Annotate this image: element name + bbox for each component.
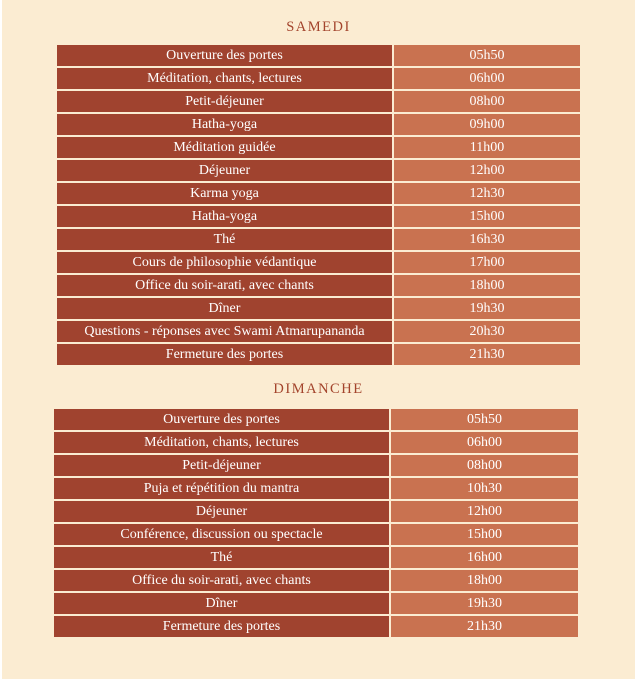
time-cell: 21h30 — [394, 344, 580, 366]
time-cell: 06h00 — [391, 432, 578, 454]
schedule-row — [57, 206, 580, 229]
schedule-row — [54, 432, 578, 455]
activity-cell: Thé — [54, 547, 391, 569]
schedule-row — [57, 114, 580, 137]
activity-cell: Office du soir-arati, avec chants — [54, 570, 391, 592]
time-cell: 08h00 — [394, 91, 580, 113]
schedule-row — [57, 344, 580, 367]
time-cell: 05h50 — [391, 409, 578, 431]
activity-cell: Ouverture des portes — [54, 409, 391, 431]
time-cell: 15h00 — [391, 524, 578, 546]
activity-cell: Déjeuner — [57, 160, 394, 182]
activity-cell: Questions - réponses avec Swami Atmarupananda — [57, 321, 394, 343]
schedule-row — [57, 68, 580, 91]
saturday-title: SAMEDI — [286, 19, 351, 35]
time-cell: 16h00 — [391, 547, 578, 569]
schedule-row — [54, 616, 578, 639]
time-cell: 09h00 — [394, 114, 580, 136]
schedule-row — [54, 501, 578, 524]
activity-cell: Ouverture des portes — [57, 45, 394, 67]
sunday-title: DIMANCHE — [273, 381, 364, 397]
schedule-row — [57, 298, 580, 321]
activity-cell: Conférence, discussion ou spectacle — [54, 524, 391, 546]
activity-cell: Hatha-yoga — [57, 114, 394, 136]
time-cell: 20h30 — [394, 321, 580, 343]
schedule-row — [57, 252, 580, 275]
activity-cell: Puja et répétition du mantra — [54, 478, 391, 500]
schedule-row — [57, 183, 580, 206]
sunday-schedule-table — [54, 409, 578, 639]
time-cell: 05h50 — [394, 45, 580, 67]
time-cell: 12h30 — [394, 183, 580, 205]
time-cell: 12h00 — [391, 501, 578, 523]
time-cell: 06h00 — [394, 68, 580, 90]
schedule-row — [57, 321, 580, 344]
time-cell: 11h00 — [394, 137, 580, 159]
activity-cell: Dîner — [54, 593, 391, 615]
schedule-row — [57, 160, 580, 183]
time-cell: 15h00 — [394, 206, 580, 228]
time-cell: 10h30 — [391, 478, 578, 500]
schedule-row — [57, 137, 580, 160]
time-cell: 19h30 — [391, 593, 578, 615]
schedule-row — [57, 45, 580, 68]
time-cell: 17h00 — [394, 252, 580, 274]
schedule-row — [54, 593, 578, 616]
activity-cell: Fermeture des portes — [54, 616, 391, 638]
time-cell: 16h30 — [394, 229, 580, 251]
schedule-row — [54, 547, 578, 570]
activity-cell: Fermeture des portes — [57, 344, 394, 366]
schedule-row — [54, 570, 578, 593]
activity-cell: Hatha-yoga — [57, 206, 394, 228]
time-cell: 18h00 — [391, 570, 578, 592]
activity-cell: Méditation, chants, lectures — [57, 68, 394, 90]
schedule-row — [57, 229, 580, 252]
schedule-row — [54, 478, 578, 501]
activity-cell: Cours de philosophie védantique — [57, 252, 394, 274]
saturday-schedule-table — [57, 45, 580, 367]
activity-cell: Méditation, chants, lectures — [54, 432, 391, 454]
schedule-row — [54, 409, 578, 432]
time-cell: 21h30 — [391, 616, 578, 638]
time-cell: 08h00 — [391, 455, 578, 477]
activity-cell: Petit-déjeuner — [57, 91, 394, 113]
schedule-row — [54, 455, 578, 478]
schedule-row — [57, 275, 580, 298]
activity-cell: Thé — [57, 229, 394, 251]
activity-cell: Dîner — [57, 298, 394, 320]
activity-cell: Déjeuner — [54, 501, 391, 523]
activity-cell: Méditation guidée — [57, 137, 394, 159]
activity-cell: Karma yoga — [57, 183, 394, 205]
time-cell: 18h00 — [394, 275, 580, 297]
activity-cell: Petit-déjeuner — [54, 455, 391, 477]
activity-cell: Office du soir-arati, avec chants — [57, 275, 394, 297]
time-cell: 12h00 — [394, 160, 580, 182]
schedule-row — [57, 91, 580, 114]
schedule-row — [54, 524, 578, 547]
time-cell: 19h30 — [394, 298, 580, 320]
